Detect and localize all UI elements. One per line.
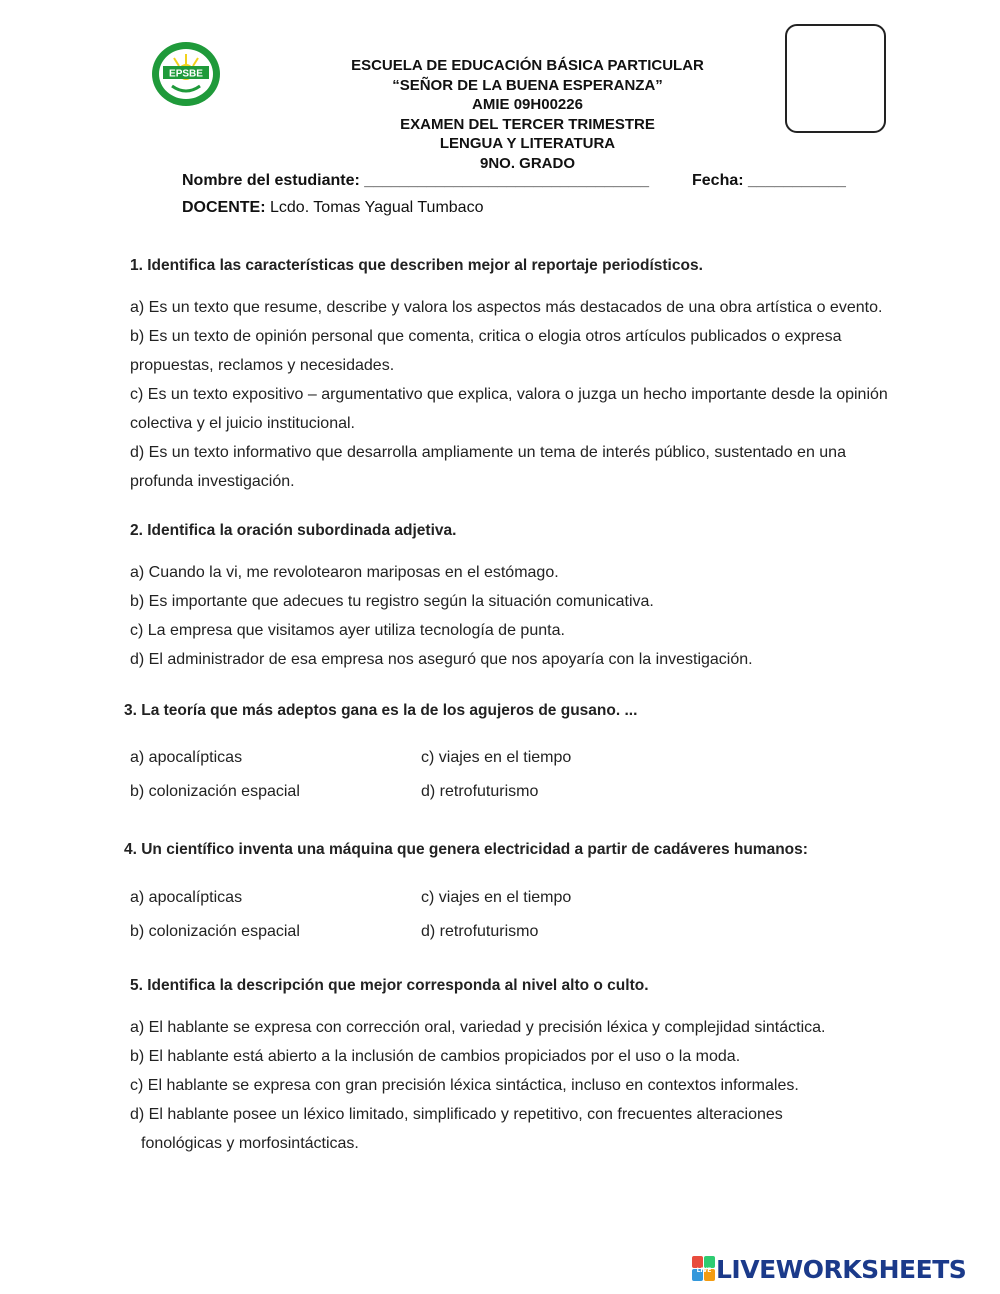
option-text[interactable]: a) El hablante se expresa con corrección oral, variedad y precisión léxica y complejidad sintáctica. [130, 1019, 826, 1036]
question-3-title: 3. La teoría que más adeptos gana es la de los agujeros de gusano. ... [124, 702, 638, 719]
option-text[interactable]: profunda investigación. [130, 473, 295, 490]
option-text[interactable]: b) Es importante que adecues tu registro según la situación comunicativa. [130, 593, 654, 610]
option-text[interactable]: propuestas, reclamos y necesidades. [130, 357, 395, 374]
liveworksheets-logo-text: LIVEWORKSHEETS [716, 1254, 967, 1284]
option-text[interactable]: b) colonización espacial [130, 923, 300, 940]
option-text[interactable]: a) Es un texto que resume, describe y valora los aspectos más destacados de una obra artística o evento. [130, 299, 883, 316]
header-line: 9NO. GRADO [479, 154, 575, 172]
option-text[interactable]: c) Es un texto expositivo – argumentativo que explica, valora o juzga un hecho importante desde la opinión [130, 386, 888, 403]
date-row [692, 172, 846, 190]
option-text[interactable]: d) El hablante posee un léxico limitado, simplificado y repetitivo, con frecuentes alteraciones [130, 1106, 783, 1123]
date-label: Fecha: [692, 172, 744, 189]
student-name-field[interactable]: ________________________________ [364, 172, 650, 189]
school-header [240, 56, 815, 173]
header-line: “SEÑOR DE LA BUENA ESPERANZA” [392, 76, 663, 94]
option-text[interactable]: d) El administrador de esa empresa nos aseguró que nos apoyaría con la investigación. [130, 651, 753, 668]
date-field[interactable]: ___________ [748, 172, 846, 189]
option-text[interactable]: a) apocalípticas [130, 749, 243, 766]
liveworksheets-watermark [692, 1252, 966, 1286]
student-name-label: Nombre del estudiante: [182, 172, 360, 189]
option-text[interactable]: c) La empresa que visitamos ayer utiliza tecnología de punta. [130, 622, 565, 639]
option-text[interactable]: fonológicas y morfosintácticas. [141, 1135, 359, 1152]
option-text[interactable]: c) viajes en el tiempo [421, 889, 572, 906]
option-text[interactable]: d) retrofuturismo [421, 783, 539, 800]
liveworksheets-badge-icon [692, 1256, 716, 1282]
photo-box [785, 24, 886, 133]
question-2-options [130, 558, 753, 674]
header-line: LENGUA Y LITERATURA [439, 135, 616, 152]
option-text[interactable]: d) retrofuturismo [421, 923, 539, 940]
question-2-title: 2. Identifica la oración subordinada adjetiva. [130, 522, 457, 539]
option-text[interactable]: c) El hablante se expresa con gran precisión léxica sintáctica, incluso en contextos informales. [130, 1077, 799, 1094]
option-text[interactable]: colectiva y el juicio institucional. [130, 415, 355, 432]
header-line: AMIE 09H00226 [472, 96, 583, 113]
question-5-options [130, 1013, 825, 1158]
option-text[interactable]: a) Cuando la vi, me revolotearon mariposas en el estómago. [130, 564, 559, 581]
question-1-title: 1. Identifica las características que describen mejor al reportaje periodísticos. [130, 257, 703, 274]
question-4-title: 4. Un científico inventa una máquina que genera electricidad a partir de cadáveres humanos: [124, 841, 808, 858]
option-text[interactable]: d) Es un texto informativo que desarrolla ampliamente un tema de interés público, sustentado en una [130, 444, 846, 461]
option-text[interactable]: a) apocalípticas [130, 889, 243, 906]
option-text[interactable]: b) Es un texto de opinión personal que comenta, critica o elogia otros artículos publicados o expresa [130, 328, 842, 345]
logo-text: EPSBE [169, 68, 203, 80]
option-text[interactable]: c) viajes en el tiempo [421, 749, 572, 766]
option-text[interactable]: b) colonización espacial [130, 783, 300, 800]
school-logo [150, 40, 222, 108]
header-line: ESCUELA DE EDUCACIÓN BÁSICA PARTICULAR [351, 57, 704, 74]
header-line: EXAMEN DEL TERCER TRIMESTRE [400, 115, 655, 133]
question-1-options [130, 293, 888, 496]
option-text[interactable]: b) El hablante está abierto a la inclusión de cambios propiciados por el uso o la moda. [130, 1048, 741, 1065]
teacher-name: Lcdo. Tomas Yagual Tumbaco [265, 199, 484, 216]
teacher-label: DOCENTE: [182, 199, 266, 216]
teacher-row [182, 199, 483, 217]
student-name-row [182, 172, 649, 190]
badge-letter: LIVE [696, 1267, 712, 1274]
question-5-title: 5. Identifica la descripción que mejor corresponda al nivel alto o culto. [130, 977, 649, 994]
